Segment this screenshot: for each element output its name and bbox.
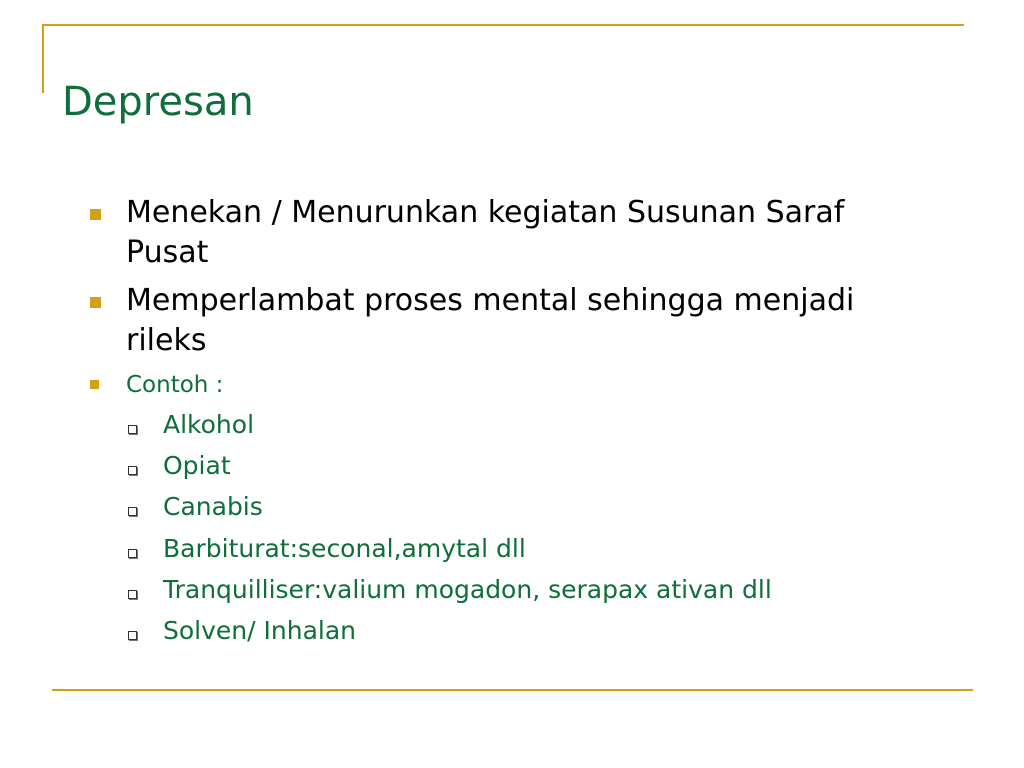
bullet-text: Contoh :	[126, 372, 224, 398]
sub-item-text: Barbiturat:seconal,amytal dll	[163, 534, 526, 563]
bullet-text-line2: rileks	[126, 323, 207, 358]
sub-list-item	[163, 449, 231, 483]
bullet-item	[126, 281, 854, 361]
hollow-square-bullet-icon	[128, 425, 137, 434]
sub-list-item	[163, 408, 254, 442]
sub-list-item	[163, 573, 772, 607]
hollow-square-bullet-icon	[128, 549, 137, 558]
sub-item-text: Tranquilliser:valium mogadon, serapax ativan dll	[163, 575, 772, 604]
sub-list-item	[163, 614, 356, 648]
hollow-square-bullet-icon	[128, 631, 137, 640]
square-bullet-icon	[90, 380, 99, 389]
bullet-text-line1: Memperlambat proses mental sehingga menjadi	[126, 283, 855, 318]
square-bullet-icon	[90, 209, 101, 220]
hollow-square-bullet-icon	[128, 590, 137, 599]
sub-item-text: Solven/ Inhalan	[163, 616, 356, 645]
bullet-text-line2: Pusat	[126, 235, 209, 270]
sub-list-item	[163, 490, 263, 524]
bullet-text-line1: Menekan / Menurunkan kegiatan Susunan Saraf	[126, 195, 845, 230]
sub-item-text: Canabis	[163, 492, 263, 521]
sub-item-text: Opiat	[163, 451, 231, 480]
square-bullet-icon	[90, 297, 101, 308]
sub-list-item	[163, 532, 526, 566]
bullet-item	[126, 370, 223, 400]
sub-item-text: Alkohol	[163, 410, 255, 439]
hollow-square-bullet-icon	[128, 507, 137, 516]
bullet-item	[126, 193, 844, 273]
hollow-square-bullet-icon	[128, 466, 137, 475]
slide-title: Depresan	[62, 79, 254, 125]
